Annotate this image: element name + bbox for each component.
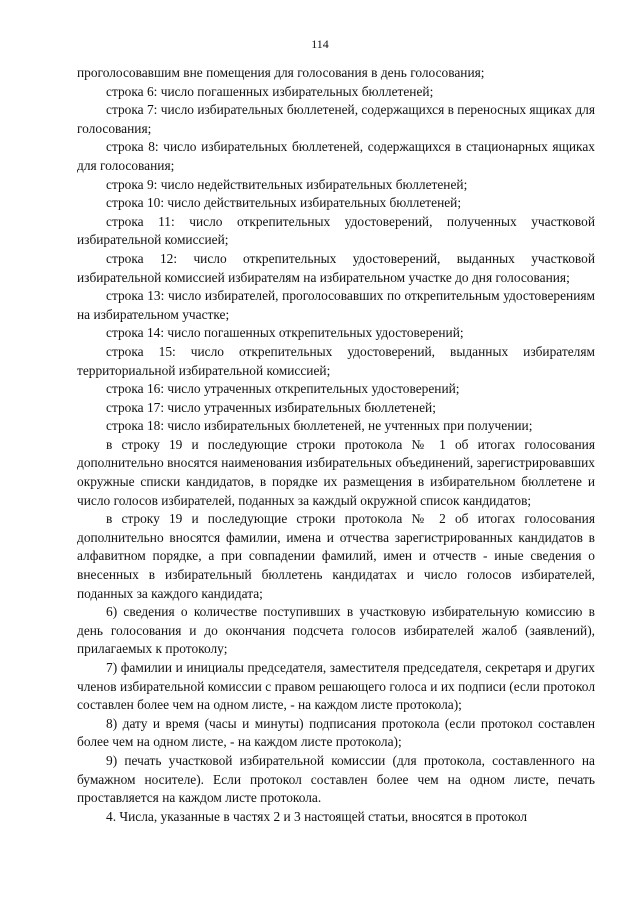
paragraph: строка 11: число открепительных удостоверений, полученных участковой избирательной комиссией; bbox=[77, 213, 595, 248]
page-number: 114 bbox=[311, 37, 329, 51]
paragraph: строка 9: число недействительных избирательных бюллетеней; bbox=[106, 176, 468, 192]
document-body bbox=[77, 64, 595, 826]
paragraph: строка 18: число избирательных бюллетеней, не учтенных при получении; bbox=[106, 418, 533, 434]
paragraph: проголосовавшим вне помещения для голосования в день голосования; bbox=[77, 65, 485, 80]
paragraph: 7) фамилии и инициалы председателя, заместителя председателя, секретаря и других членов избирательной комиссии с правом решающего голоса и их подписи (если протокол составлен более чем на одном листе, - на каждом листе протокола); bbox=[77, 660, 595, 713]
paragraph: 8) дату и время (часы и минуты) подписания протокола (если протокол составлен более чем на одном листе, - на каждом листе протокола); bbox=[77, 715, 595, 750]
paragraph: строка 8: число избирательных бюллетеней, содержащихся в стационарных ящиках для голосования; bbox=[77, 139, 595, 173]
paragraph: строка 7: число избирательных бюллетеней, содержащихся в переносных ящиках для голосования; bbox=[77, 102, 595, 136]
paragraph: 9) печать участковой избирательной комиссии (для протокола, составленного на бумажном носителе). Если протокол составлен более чем на одном листе, печать проставляется на каждом листе протокола. bbox=[77, 752, 595, 806]
paragraph: 6) сведения о количестве поступивших в участковую избирательную комиссию в день голосования и до окончания подсчета голосов избирателей жалоб (заявлений), прилагаемых к протоколу; bbox=[77, 604, 595, 657]
paragraph: в строку 19 и последующие строки протокола № 1 об итогах голосования дополнительно вносятся наименования избирательных объединений, зарегистрировавших окружные списки кандидатов, в порядке их размещения в избирательном бюллетене и число голосов избирателей, поданных за каждый окружной список кандидатов; bbox=[77, 436, 595, 508]
paragraph: строка 12: число открепительных удостоверений, выданных участковой избирательной комиссией избирателям на избирательном участке до дня голосования; bbox=[77, 250, 595, 285]
paragraph: строка 15: число открепительных удостоверений, выданных избирателям территориальной избирательной комиссией; bbox=[77, 343, 595, 378]
paragraph: строка 16: число утраченных открепительных удостоверений; bbox=[106, 381, 460, 397]
paragraph: 4. Числа, указанные в частях 2 и 3 настоящей статьи, вносятся в протокол bbox=[106, 808, 528, 824]
paragraph: строка 6: число погашенных избирательных бюллетеней; bbox=[106, 83, 434, 99]
paragraph: строка 13: число избирателей, проголосовавших по открепительным удостоверениям на избирательном участке; bbox=[77, 288, 595, 322]
paragraph: строка 17: число утраченных избирательных бюллетеней; bbox=[106, 399, 436, 415]
paragraph: в строку 19 и последующие строки протокола № 2 об итогах голосования дополнительно вносятся фамилии, имена и отчества зарегистрированных кандидатов в алфавитном порядке, а при совпадении фамилий, имен и отчеств - иные сведения о внесенных в избирательный бюллетень кандидатах и число голосов избирателей, поданных за каждого кандидата; bbox=[77, 511, 595, 601]
paragraph: строка 14: число погашенных открепительных удостоверений; bbox=[106, 325, 464, 341]
paragraph: строка 10: число действительных избирательных бюллетеней; bbox=[106, 195, 462, 211]
